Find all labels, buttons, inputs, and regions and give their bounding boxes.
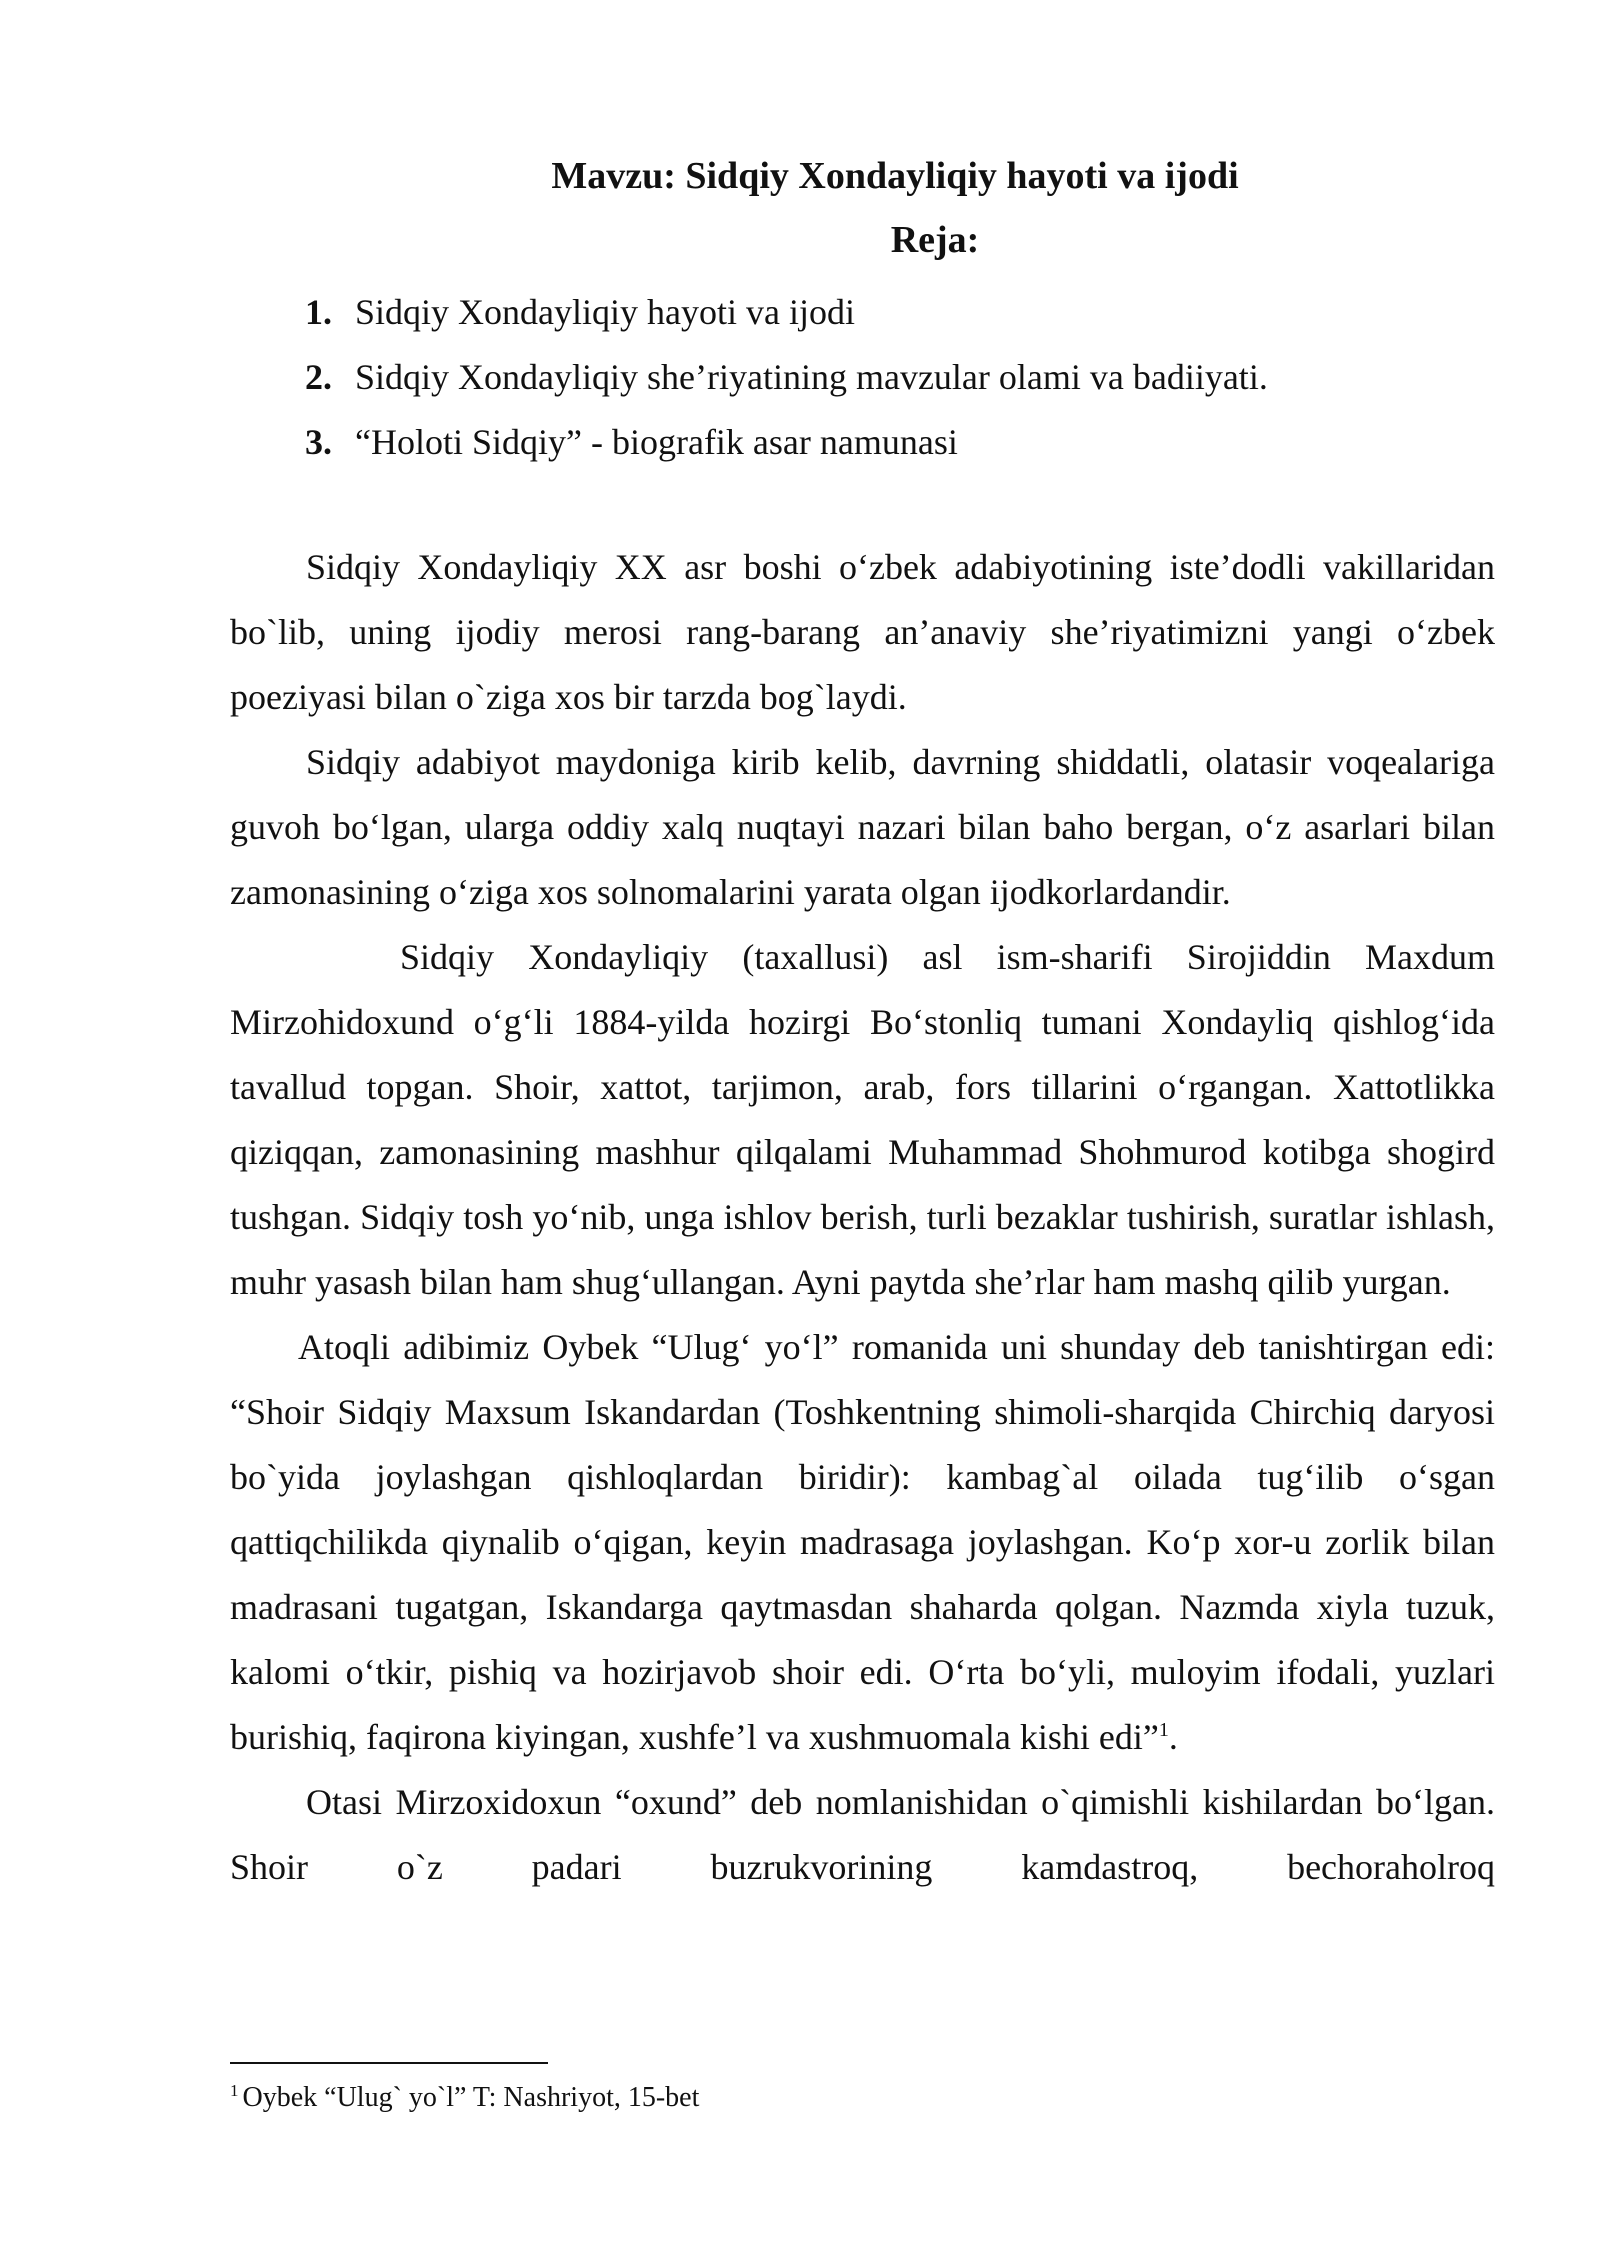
plan-item-number: 1. [305,292,332,332]
plan-list [305,280,1405,475]
plan-item-number: 2. [305,357,332,397]
plan-item-text: Sidqiy Xondayliqiy hayoti va ijodi [355,292,855,332]
footnote [230,2078,699,2118]
footnote-mark: 1 [230,2080,239,2100]
plan-item-text: “Holoti Sidqiy” - biografik asar namunasi [355,422,958,462]
plan-item-number: 3. [305,422,332,462]
plan-item [305,345,1405,410]
paragraph-biography: Sidqiy Xondayliqiy (taxallusi) asl ism-sharifi Sirojiddin Maxdum Mirzohidoxund o‘g‘li 1884-yilda hozirgi Bo‘stonliq tumani Xondayliq qishlog‘ida tavallud topgan. Shoir, xattot, tarjimon, arab, fors tillarini o‘rgangan. Xattotlikka qiziqqan, zamonasining mashhur qilqalami Muhammad Shohmurod kotibga shogird tushgan. Sidqiy tosh yo‘nib, unga ishlov berish, turli bezaklar tushirish, suratlar ishlash, muhr yasash bilan ham shug‘ullangan. Ayni paytda she’rlar ham mashq qilib yurgan. [230,937,1495,1302]
quote-end: . [1168,1717,1178,1757]
plan-heading: Reja: [890,219,980,261]
quote-text: Atoqli adibimiz Oybek “Ulug‘ yo‘l” romanida uni shunday deb tanishtirgan edi: “Shoir Sidqiy Maxsum Iskandardan (Toshkentning shimoli-sharqida Chirchiq daryosi bo`yida joylashgan qishloqlardan biridir): kambag`al oilada tug‘ilib o‘sgan qattiqchilikda qiynalib o‘qigan, keyin madrasaga joylashgan. Ko‘p xor-u zorlik bilan madrasani tugatgan, Iskandarga qaytmasdan shaharda qolgan. Nazmda xiyla tuzuk, kalomi o‘tkir, pishiq va hozirjavob shoir edi. O‘rta bo‘yli, muloyim ifodali, yuzlari burishiq, faqirona kiyingan, xushfe’l va xushmuomala kishi edi” [230,1327,1495,1757]
plan-item [305,280,1405,345]
plan-item-text: Sidqiy Xondayliqiy she’riyatining mavzular olami va badiiyati. [355,357,1268,397]
topic-title: Mavzu: Sidqiy Xondayliqiy hayoti va ijodi [551,155,1239,197]
footnote-reference[interactable]: 1 [1158,1719,1169,1741]
paragraph-father: Otasi Mirzoxidoxun “oxund” deb nomlanishidan o`qimishli kishilardan bo‘lgan. Shoir o`z padari buzrukvorining kamdastroq, bechoraholroq [230,1782,1495,1887]
paragraph-oybek-quote [230,1315,1495,1770]
paragraph-intro: Sidqiy Xondayliqiy XX asr boshi o‘zbek adabiyotining iste’dodli vakillaridan bo`lib, uning ijodiy merosi rang-barang an’anaviy she’riyatimizni yangi o‘zbek poeziyasi bilan o`ziga xos bir tarzda bog`laydi. [230,547,1495,717]
body-text [230,535,1495,1900]
paragraph-literary-role: Sidqiy adabiyot maydoniga kirib kelib, davrning shiddatli, olatasir voqealariga guvoh bo‘lgan, ularga oddiy xalq nuqtayi nazari bilan baho bergan, o‘z asarlari bilan zamonasining o‘ziga xos solnomalarini yarata olgan ijodkorlardandir. [230,742,1495,912]
title-block [0,150,1600,266]
plan-item [305,410,1405,475]
footnote-text: Oybek “Ulug` yo`l” T: Nashriyot, 15-bet [242,2082,700,2113]
footnote-separator [230,2062,548,2064]
